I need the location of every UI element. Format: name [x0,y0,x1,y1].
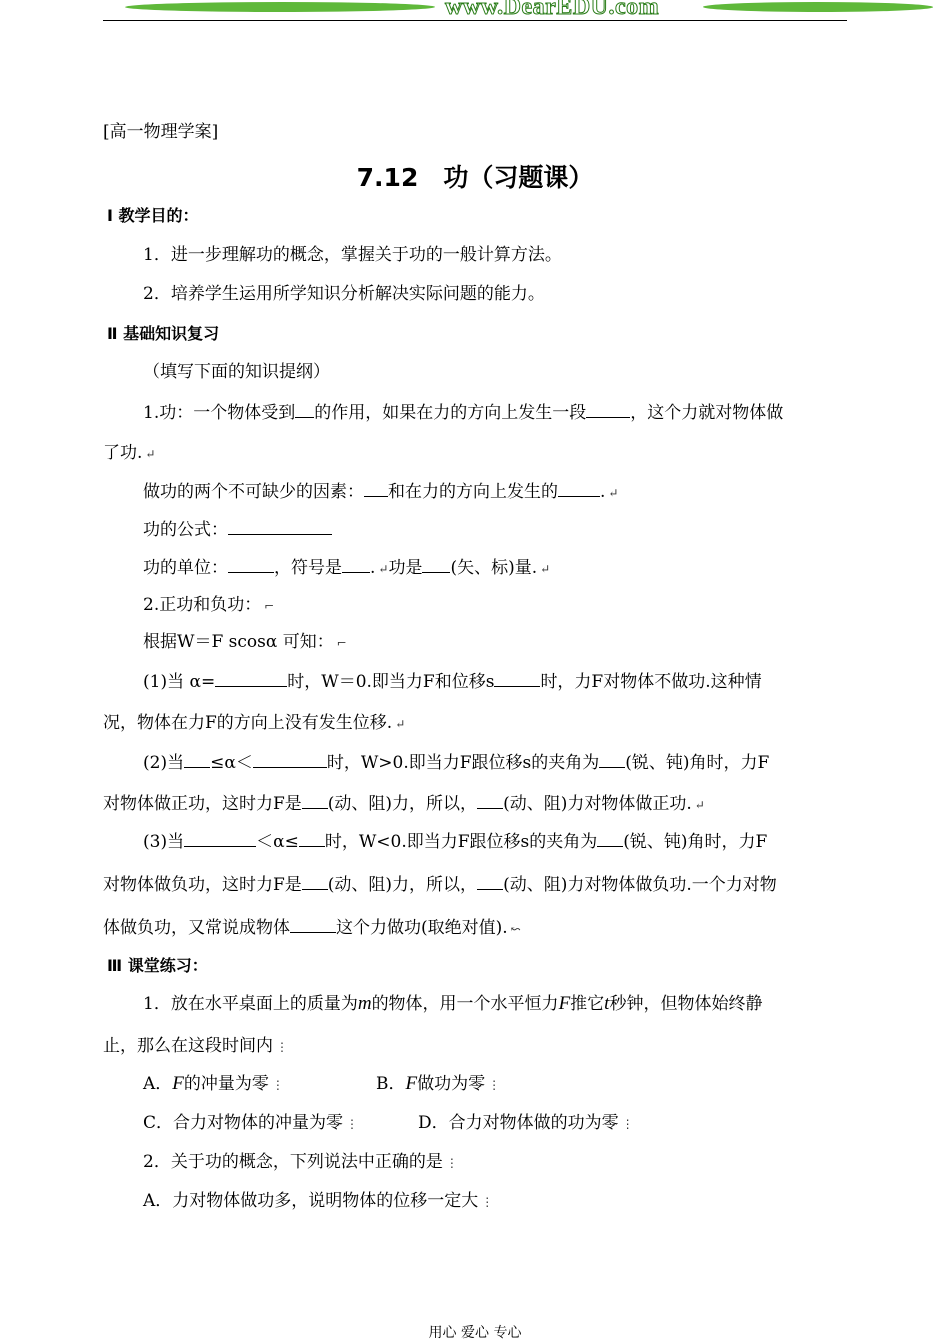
blank [364,481,388,497]
header-brand-logo: www.DearEDU.com [445,0,660,20]
blank [290,917,336,933]
section-3-heading: Ⅲ 课堂练习： [107,956,208,975]
header-leaf-left [123,2,437,12]
blank [295,402,314,418]
header-leaf-right [701,2,935,12]
work-factors: 做功的两个不可缺少的因素： 和在力的方向上发生的 . ↵ [143,482,619,502]
dotted-mark-icon: ⋮ [276,1040,288,1054]
paragraph-mark-icon: ↵ [395,717,406,731]
positive-negative-work: 2.正功和负功： ⌐ [143,595,275,615]
paragraph-mark-icon: ↵ [145,447,156,461]
blank [228,519,332,535]
question-1-option-a: A．F的冲量为零 ⋮ [143,1073,284,1094]
blank [586,402,630,418]
dotted-mark-icon: ⋮ [621,1117,634,1131]
page-footer: 用心 爱心 专心 [428,1325,522,1341]
question-1-option-d: D．合力对物体做的功为零 ⋮ [418,1113,634,1133]
blank [599,752,625,768]
case-3-cont-2: 体做负功，又常说成物体 这个力做功(取绝对值). ↜ [103,918,521,938]
section-2-note: （填写下面的知识提纲） [143,362,330,382]
line-break-mark-icon: ⌐ [336,636,347,650]
dotted-mark-icon: ⋮ [481,1195,494,1209]
work-formula: 功的公式： [143,519,332,540]
blank [302,874,328,890]
paragraph-mark-icon: ↵ [540,562,551,576]
work-unit: 功的单位： ，符号是 . ↵功是 (矢、标)量. ↵ [143,558,551,578]
blank [422,557,450,573]
work-definition: 1.功：一个物体受到 的作用，如果在力的方向上发生一段 ，这个力就对物体做 [143,403,784,423]
dotted-mark-icon: ⋮ [346,1117,359,1131]
dotted-mark-icon: ⋮ [445,1156,458,1170]
paragraph-mark-icon: ↵ [378,562,389,576]
blank [494,671,540,687]
blank [558,481,600,497]
question-1-option-c: C．合力对物体的冲量为零 ⋮ [143,1113,359,1133]
blank [302,793,328,809]
section-1-heading: Ⅰ 教学目的： [107,206,199,225]
line-break-mark-icon: ⌐ [264,599,275,613]
blank [477,793,503,809]
case-2-cont: 对物体做正功，这时力F是 (动、阻)力，所以， (动、阻)力对物体做正功. ↵ [103,794,705,814]
paragraph-mark-icon: ↵ [694,798,705,812]
page-header [103,0,847,24]
blank [477,874,503,890]
dotted-mark-icon: ⋮ [488,1078,501,1092]
doc-tag: [高一物理学案] [103,122,219,142]
blank [597,831,623,847]
question-2: 2．关于功的概念，下列说法中正确的是 ⋮ [143,1152,458,1172]
question-2-option-a: A．力对物体做功多，说明物体的位移一定大 ⋮ [143,1191,494,1211]
blank [253,752,327,768]
blank [299,831,325,847]
blank [215,671,287,687]
squiggle-mark-icon: ↜ [510,922,521,936]
blank [184,831,256,847]
question-1-option-b: B．F做功为零 ⋮ [376,1073,501,1094]
from-formula: 根据W＝F scosα 可知： ⌐ [143,632,347,652]
blank [184,752,210,768]
doc-title: 7.12 功（习题课） [356,163,594,192]
objective-1: 1．进一步理解功的概念，掌握关于功的一般计算方法。 [143,245,562,265]
objective-2: 2．培养学生运用所学知识分析解决实际问题的能力。 [143,284,545,304]
section-2-heading: Ⅱ 基础知识复习 [107,324,220,343]
case-2: (2)当 ≤α＜ 时，W>0.即当力F跟位移s的夹角为 (锐、钝)角时，力F [143,753,770,773]
dotted-mark-icon: ⋮ [271,1078,284,1092]
blank [342,557,370,573]
paragraph-mark-icon: ↵ [608,486,619,500]
blank [228,557,274,573]
case-3: (3)当 ＜α≤ 时，W<0.即当力F跟位移s的夹角为 (锐、钝)角时，力F [143,832,768,852]
case-3-cont: 对物体做负功，这时力F是 (动、阻)力，所以， (动、阻)力对物体做负功.一个力对物 [103,875,777,895]
work-definition-cont: 了功. ↵ [103,443,156,463]
case-1-cont: 况，物体在力F的方向上没有发生位移. ↵ [103,713,406,733]
question-1-cont: 止，那么在这段时间内 ⋮ [103,1036,288,1056]
question-1: 1．放在水平桌面上的质量为m的物体，用一个水平恒力F推它t秒钟，但物体始终静 [143,993,763,1014]
header-rule [103,20,847,21]
case-1: (1)当 α= 时，W＝0.即当力F和位移s 时，力F对物体不做功.这种情 [143,672,762,692]
